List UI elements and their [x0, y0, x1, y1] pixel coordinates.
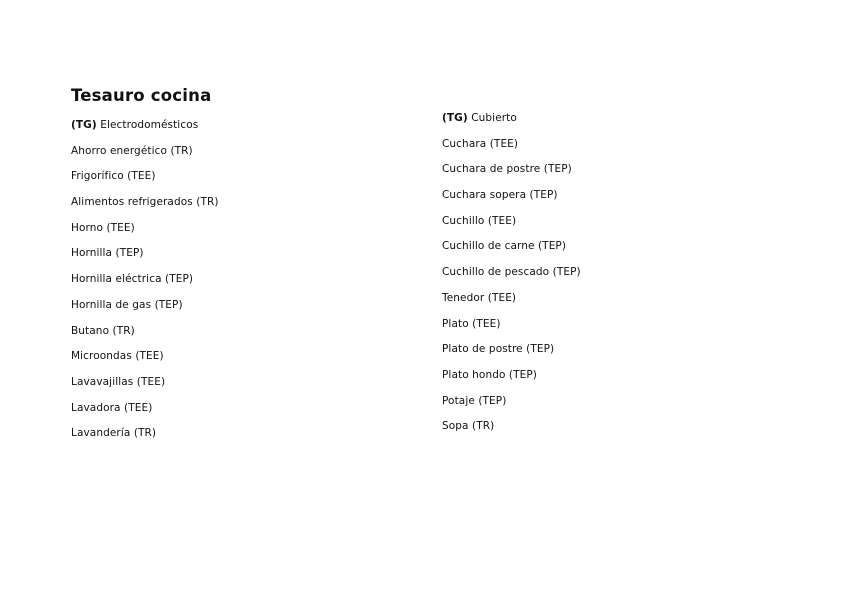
- tg-prefix: (TG): [71, 119, 97, 131]
- thesaurus-column-cubierto: [442, 111, 581, 445]
- term-item: Butano (TR): [71, 324, 135, 337]
- term-item: Sopa (TR): [442, 420, 495, 433]
- term-item: Ahorro energético (TR): [71, 144, 193, 157]
- term-item: Cuchara de postre (TEP): [442, 163, 572, 176]
- term-item: Cuchara sopera (TEP): [442, 189, 558, 202]
- general-term-label: Electrodomésticos: [100, 119, 199, 131]
- term-item: Potaje (TEP): [442, 394, 507, 407]
- term-item: Lavandería (TR): [71, 427, 157, 440]
- term-item: Hornilla de gas (TEP): [71, 298, 183, 311]
- term-item: Horno (TEE): [71, 221, 135, 234]
- general-term-label: Cubierto: [471, 112, 517, 124]
- thesaurus-column-electrodomesticos: [71, 118, 219, 452]
- term-item: Plato hondo (TEP): [442, 368, 537, 381]
- term-item: Cuchillo (TEE): [442, 214, 517, 227]
- term-item: Cuchillo de carne (TEP): [442, 240, 567, 253]
- term-item: Plato de postre (TEP): [442, 343, 555, 356]
- term-item: Alimentos refrigerados (TR): [71, 196, 219, 209]
- general-term: [442, 111, 581, 126]
- general-term: [71, 118, 219, 133]
- tg-prefix: (TG): [442, 112, 468, 124]
- term-item: Lavavajillas (TEE): [71, 375, 166, 388]
- term-item: Cuchillo de pescado (TEP): [442, 266, 581, 279]
- term-item: Microondas (TEE): [71, 350, 164, 363]
- term-item: Hornilla (TEP): [71, 247, 144, 260]
- term-item: Frigorífico (TEE): [71, 170, 156, 183]
- page-title: Tesauro cocina: [71, 86, 212, 105]
- term-item: Plato (TEE): [442, 317, 501, 330]
- term-item: Tenedor (TEE): [442, 291, 517, 304]
- term-item: Cuchara (TEE): [442, 137, 519, 150]
- term-item: Hornilla eléctrica (TEP): [71, 273, 194, 286]
- term-item: Lavadora (TEE): [71, 401, 153, 414]
